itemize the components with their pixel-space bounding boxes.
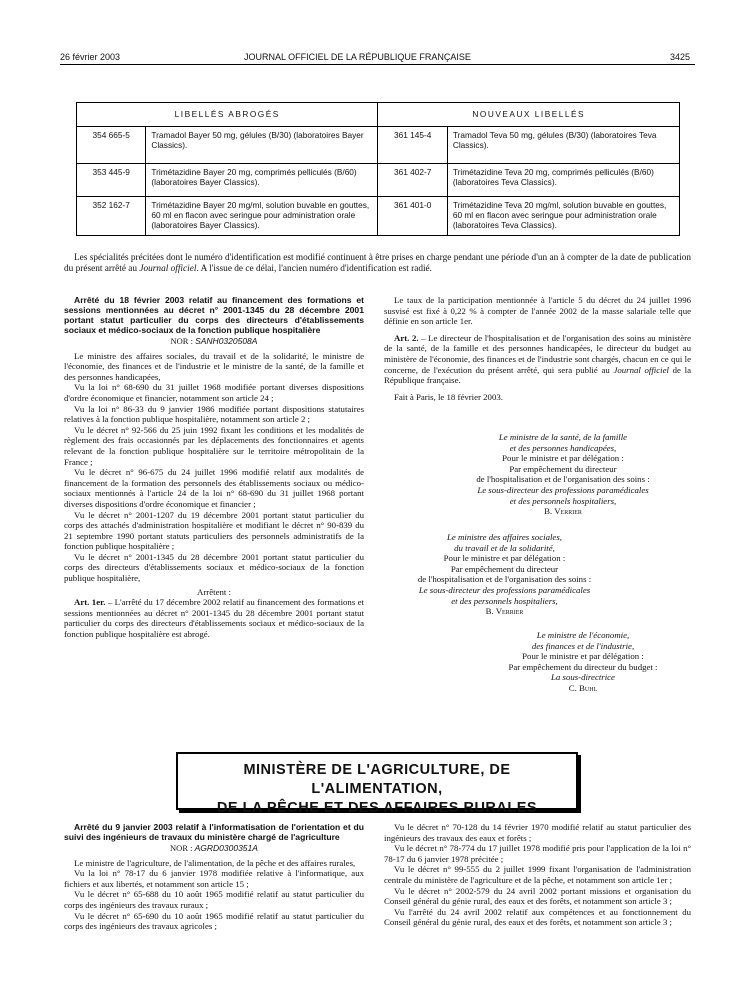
table-row [77,164,680,197]
header-rule [60,64,695,65]
old-code: 352 162-7 [77,197,146,236]
signature-role: et des personnels hospitaliers, [451,595,558,606]
ministry-heading-line: DE LA PÊCHE ET DES AFFAIRES RURALES [216,800,538,816]
paragraph: Le taux de la participation mentionnée à l'article 5 du décret du 24 juillet 1996 susvisé est fixé à 0,22 % à compter de l'année 2002 de la masse salariale telle que définie en son article 1er. [384,295,691,327]
article-2-label: Art. 2. [394,332,419,343]
signature-role: Le sous-directeur des professions paramédicales [418,584,591,595]
paragraph: Vu l'arrêté du 24 avril 2002 relatif aux compétences et au fonctionnement du Conseil général du génie rural, des eaux et des forêts, et notamment son article 3 ; [384,906,691,928]
paragraph: Vu la loi n° 86-33 du 9 janvier 1986 modifiée portant dispositions statutaires relatives à la fonction publique hospitalière, notamment son article 2 ; [64,403,364,425]
arrete1-left-column [64,295,364,640]
old-label: Tramadol Bayer 50 mg, gélules (B/30) (laboratoires Bayer Classics). [146,127,378,164]
paragraph: Le ministre de l'agriculture, de l'alimentation, de la pêche et des affaires rurales, [74,857,356,868]
signature-line: Par empêchement du directeur [509,463,617,474]
old-code: 354 665-5 [77,127,146,164]
header-journal-title: JOURNAL OFFICIEL DE LA RÉPUBLIQUE FRANÇAISE [244,52,471,62]
header-page-number: 3425 [670,52,691,62]
table-row [77,197,680,236]
article-2 [384,333,691,386]
signature-line: Par empêchement du directeur du budget : [508,661,658,672]
signature-line: de l'hospitalisation et de l'organisation des soins : [417,574,592,585]
signature-line: Pour le ministre et par délégation : [502,453,624,464]
paragraph: Vu la loi n° 68-690 du 31 juillet 1968 modifiée portant diverses dispositions d'ordre économique et financier, notamment son article 24 ; [64,382,364,403]
new-label: Trimétazidine Teva 20 mg/ml, solution buvable en gouttes, 60 ml en flacon avec seringue pour administration orale (laboratoires Teva Classics). [447,197,679,236]
header-new-labels: NOUVEAUX LIBELLÉS [378,103,680,127]
signature-title: Le ministre de la santé, de la famille [498,432,628,442]
note-journal: Journal officiel [139,264,197,274]
article-1 [64,597,364,639]
paragraph: Vu le décret n° 70-128 du 14 février 1970 modifié relatif au statut particulier des ingénieurs des travaux des eaux et forêts ; [384,822,691,843]
paragraph: Vu la loi n° 78-17 du 6 janvier 1978 modifiée relative à l'informatique, aux fichiers et aux libertés, et notamment son article 15 ; [64,868,364,889]
signature-line: Par empêchement du directeur [450,563,559,574]
new-code: 361 145-4 [378,127,447,164]
signature-block [372,532,637,617]
arrete1-nor [64,336,364,347]
fait-a-paris: Fait à Paris, le 18 février 2003. [394,391,503,402]
header-old-labels: LIBELLÉS ABROGÉS [77,103,378,127]
old-label: Trimétazidine Bayer 20 mg, comprimés pelliculés (B/60) (laboratoires Bayer Classics). [146,164,378,197]
nor-code: SANH0320508A [195,336,258,346]
signature-title: Le ministre des affaires sociales, [447,532,562,542]
new-code: 361 402-7 [378,164,447,197]
signature-line: Pour le ministre et par délégation : [443,553,566,564]
note-text: Les spécialités précitées dont le numéro d'identification est modifié continuent à être prises en charge pendant une période d'un an à compter de la date de publication du présent arrêté au [64,253,691,274]
arrete1-right-column [384,295,691,402]
signature-name: C. Buhl [568,682,598,693]
signature-name: B. Verrier [485,606,524,617]
article-1-label: Art. 1er. [74,597,106,608]
paragraph: Vu le décret n° 2002-579 du 24 avril 2002 portant missions et organisation du Conseil général du génie rural, des eaux et des forêts, et notamment son article 3 ; [384,885,691,907]
nor-code: AGRD0300351A [194,843,258,853]
note-text-end: . A l'issue de ce délai, l'ancien numéro d'identification est radié. [196,264,433,274]
signature-role: La sous-directrice [551,672,615,683]
table-note [64,253,691,275]
table-header-row [77,103,680,127]
old-code: 353 445-9 [77,164,146,197]
article-2-journal: Journal officiel [613,364,669,375]
arretent: Arrêtent : [197,586,231,597]
signature-title: Le ministre de l'économie, [536,630,630,640]
paragraph: Vu le décret n° 78-774 du 17 juillet 1978 modifié pris pour l'application de la loi n° 78-17 du 6 janvier 1978 précitée ; [384,843,691,864]
old-label: Trimétazidine Bayer 20 mg/ml, solution buvable en gouttes, 60 ml en flacon avec seringue pour administration orale (laboratoires Bayer Classics). [146,197,378,236]
paragraph: Vu le décret n° 2001-1345 du 28 décembre 2001 portant statut particulier du corps des directeurs d'établissements sociaux et médico-sociaux de la fonction publique hospitalière, [64,551,364,584]
arrete2-left-column [64,822,364,932]
signature-block [468,630,698,694]
nor-label: NOR : [170,336,196,346]
paragraph: Vu le décret n° 96-675 du 24 juillet 1996 modifié relatif aux modalités de financement de la formation des personnels des établissements sociaux ou médico-sociaux mentionnés à l'article 24 de la loi n° 68-690 du 31 juillet 1968 portant diverses dispositions d'ordre économique et financier ; [64,467,364,509]
signature-role: et des personnels hospitaliers, [509,495,617,506]
signature-title: du travail et de la solidarité, [454,542,555,553]
paragraph: Vu le décret n° 92-566 du 25 juin 1992 fixant les conditions et les modalités de règlement des frais occasionnés par les déplacements des fonctionnaires et agents relevant de la fonction publique hospitalière sur le territoire métropolitain de la France ; [64,424,364,467]
signature-line: Pour le ministre et par délégation : [522,651,644,662]
paragraph: Vu le décret n° 65-690 du 10 août 1965 modifié relatif au statut particulier du corps des ingénieurs des travaux agricoles ; [64,910,364,932]
paragraph: Le ministre des affaires sociales, du travail et de la solidarité, le ministre de l'économie, des finances et de l'industrie et le ministre de la santé, de la famille et des personnes handicapées, [64,350,364,382]
new-code: 361 401-0 [378,197,447,236]
signature-line: de l'hospitalisation et de l'organisation des soins : [476,474,650,485]
signature-name: B. Verrier [544,506,582,517]
signature-role: Le sous-directeur des professions paramédicales [477,484,649,495]
signature-block [438,432,688,517]
article-2-text: – Le directeur de l'hospitalisation et de l'organisation des soins au ministère de la santé, de la famille et des personnes handicapées, le directeur du budget au ministère de l'économie, des finances et de l'industrie sont chargés, chacun en ce qui le concerne, de l'exécution du présent arrêté, qui sera publié au [384,332,691,375]
table-row [77,127,680,164]
ministry-heading-box [176,752,578,816]
paragraph: Vu le décret n° 2001-1207 du 19 décembre 2001 portant statut particulier du corps des attachés d'administration hospitalière et modifiant le décret n° 90-839 du 21 septembre 1990 portant statuts particuliers des personnels administratifs de la fonction publique hospitalière ; [64,509,364,552]
labels-table [76,102,680,236]
new-label: Trimétazidine Teva 20 mg, comprimés pelliculés (B/60) (laboratoires Teva Classics). [447,164,679,197]
ministry-heading-line: MINISTÈRE DE L'AGRICULTURE, DE L'ALIMENTATION, [243,762,511,797]
signature-title: et des personnes handicapées, [509,442,617,453]
paragraph: Vu le décret n° 65-688 du 10 août 1965 modifié relatif au statut particulier du corps des ingénieurs des travaux ruraux ; [64,889,364,910]
nor-label: NOR : [170,843,195,853]
article-1-text: – L'arrêté du 17 décembre 2002 relatif au financement des formations et sessions mentionnées au décret n° 2001-1345 du 28 décembre 2001 portant statut particulier du corps des directeurs d'établissements sociaux et médico-sociaux de la fonction publique hospitalière est abrogé. [64,597,365,640]
arrete2-title: Arrêté du 9 janvier 2003 relatif à l'informatisation de l'orientation et du suivi des ingénieurs de travaux du ministère chargé de l'agriculture [64,822,364,842]
article-2-end: de la République française. [384,364,691,386]
new-label: Tramadol Teva 50 mg, gélules (B/30) (laboratoires Teva Classics). [447,127,679,164]
arrete2-right-column [384,822,691,928]
header-date: 26 février 2003 [60,52,121,62]
signature-title: des finances et de l'industrie, [531,640,635,651]
arrete1-title: Arrêté du 18 février 2003 relatif au financement des formations et sessions mentionnées au décret n° 2001-1345 du 28 décembre 2001 portant statut particulier du corps des directeurs d'établissements sociaux et médico-sociaux de la fonction publique hospitalière [64,295,364,335]
paragraph: Vu le décret n° 99-555 du 2 juillet 1999 fixant l'organisation de l'administration centrale du ministère de l'agriculture et de la pêche, et notamment son article 1er ; [384,864,691,885]
arrete2-nor [64,843,364,854]
